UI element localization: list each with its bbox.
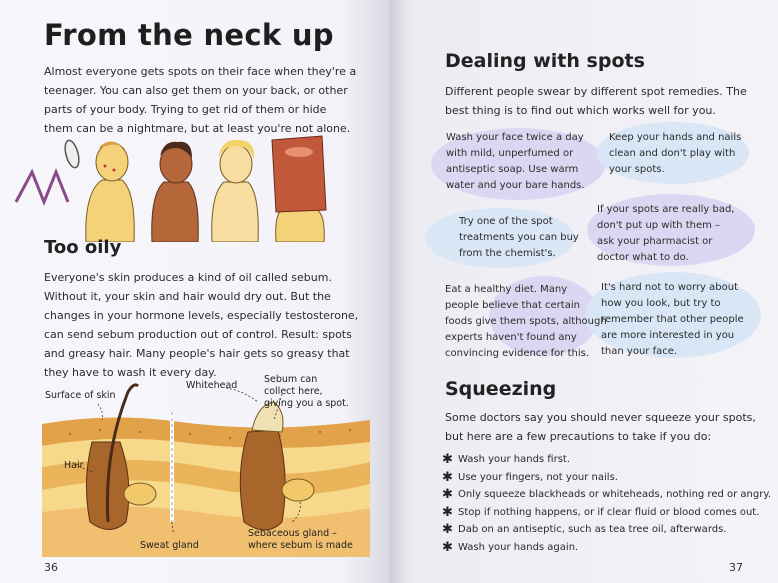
label-line: giving you a spot. (264, 398, 349, 409)
label-line: collect here, (264, 386, 323, 397)
tip-line: foods give them spots, although (445, 316, 607, 327)
list-item-text: Stop if nothing happens, or if clear fluid or blood comes out. (458, 506, 760, 518)
tip-line: If your spots are really bad, (597, 204, 735, 215)
asterisk-icon: ✱ (442, 469, 453, 485)
page-number-right: 37 (729, 561, 743, 574)
spots-intro-line: Different people swear by different spot remedies. The (445, 85, 747, 98)
page-title: From the neck up (44, 18, 334, 52)
spots-intro (445, 82, 747, 120)
tip-see-pharmacist (597, 202, 734, 266)
intro-line: them can be a nightmare, but at least you're not alone. (44, 122, 351, 135)
label-sweat-gland: Sweat gland (140, 540, 199, 551)
spots-intro-line: best thing is to find out which works well for you. (445, 104, 716, 117)
intro-line: Almost everyone gets spots on their face when they're a (44, 65, 357, 78)
label-line: Sebum can (264, 374, 318, 385)
tip-keep-hands-clean (609, 130, 741, 178)
oily-line: Everyone's skin produces a kind of oil called sebum. (44, 271, 332, 284)
tip-line: remember that other people (601, 314, 744, 325)
oily-line: they have to wash it every day. (44, 366, 217, 379)
tip-wash-face (446, 130, 585, 194)
squeezing-heading: Squeezing (445, 378, 557, 400)
tip-healthy-diet (445, 282, 607, 362)
list-item (442, 521, 771, 539)
tip-line: from the chemist's. (459, 248, 556, 259)
asterisk-icon: ✱ (442, 539, 453, 555)
tip-line: It's hard not to worry about (601, 282, 739, 293)
tip-line: people believe that certain (445, 300, 580, 311)
list-item (442, 469, 771, 487)
tip-line: Wash your face twice a day (446, 132, 584, 143)
tip-line: clean and don't play with (609, 148, 736, 159)
tip-line: are more interested in you (601, 330, 735, 341)
tip-line: don't put up with them – (597, 220, 721, 231)
intro-line: parts of your body. Trying to get rid of them or hide (44, 103, 327, 116)
asterisk-icon: ✱ (442, 504, 453, 520)
tip-line: Keep your hands and nails (609, 132, 742, 143)
oily-line: can send sebum production out of control. Result: spots (44, 328, 352, 341)
oily-paragraph (44, 268, 358, 382)
squeeze-intro (445, 408, 756, 446)
teenagers-illustration (14, 132, 334, 242)
tip-line: Try one of the spot (459, 216, 553, 227)
list-item-text: Use your fingers, not your nails. (458, 471, 618, 483)
oily-line: and greasy hair. Many people's hair gets so greasy that (44, 347, 350, 360)
list-item (442, 539, 771, 557)
tip-line: how you look, but try to (601, 298, 721, 309)
tip-spot-treatments (459, 214, 579, 262)
label-sebum-collect (264, 374, 349, 410)
tip-line: convincing evidence for this. (445, 348, 589, 359)
label-surface-of-skin: Surface of skin (45, 390, 116, 401)
squeeze-intro-line: Some doctors say you should never squeeze your spots, (445, 411, 756, 424)
label-sebaceous-gland (248, 528, 353, 552)
list-item (442, 504, 771, 522)
tip-line: treatments you can buy (459, 232, 579, 243)
label-whitehead: Whitehead (186, 380, 238, 391)
tip-line: your spots. (609, 164, 665, 175)
tip-line: ask your pharmacist or (597, 236, 713, 247)
intro-paragraph (44, 62, 356, 138)
intro-line: teenager. You can also get them on your back, or other (44, 84, 348, 97)
too-oily-heading: Too oily (44, 237, 122, 258)
list-item-text: Dab on an antiseptic, such as tea tree oil, afterwards. (458, 524, 727, 535)
squeezing-precautions-list (442, 451, 771, 556)
tip-line: doctor what to do. (597, 252, 689, 263)
page-number-left: 36 (44, 561, 58, 574)
asterisk-icon: ✱ (442, 522, 453, 537)
asterisk-icon: ✱ (442, 487, 453, 502)
list-item (442, 486, 771, 504)
squeeze-intro-line: but here are a few precautions to take if you do: (445, 430, 712, 443)
tip-line: water and your bare hands. (446, 180, 585, 191)
list-item-text: Wash your hands first. (458, 454, 571, 465)
tip-line: experts haven't found any (445, 332, 577, 343)
label-line: where sebum is made (248, 540, 353, 551)
list-item-text: Wash your hands again. (458, 541, 579, 553)
label-line: Sebaceous gland – (248, 528, 337, 539)
tip-dont-worry (601, 280, 744, 360)
list-item (442, 451, 771, 469)
dealing-with-spots-heading: Dealing with spots (445, 50, 645, 72)
tip-line: antiseptic soap. Use warm (446, 164, 579, 175)
list-item-text: Only squeeze blackheads or whiteheads, nothing red or angry. (458, 489, 772, 500)
tip-line: Eat a healthy diet. Many (445, 284, 568, 295)
label-hair: Hair (64, 460, 84, 471)
tip-line: with mild, unperfumed or (446, 148, 574, 159)
oily-line: Without it, your skin and hair would dry out. But the (44, 290, 331, 303)
tip-line: than your face. (601, 346, 678, 357)
asterisk-icon: ✱ (442, 452, 453, 467)
oily-line: changes in your hormone levels, especially testosterone, (44, 309, 359, 322)
